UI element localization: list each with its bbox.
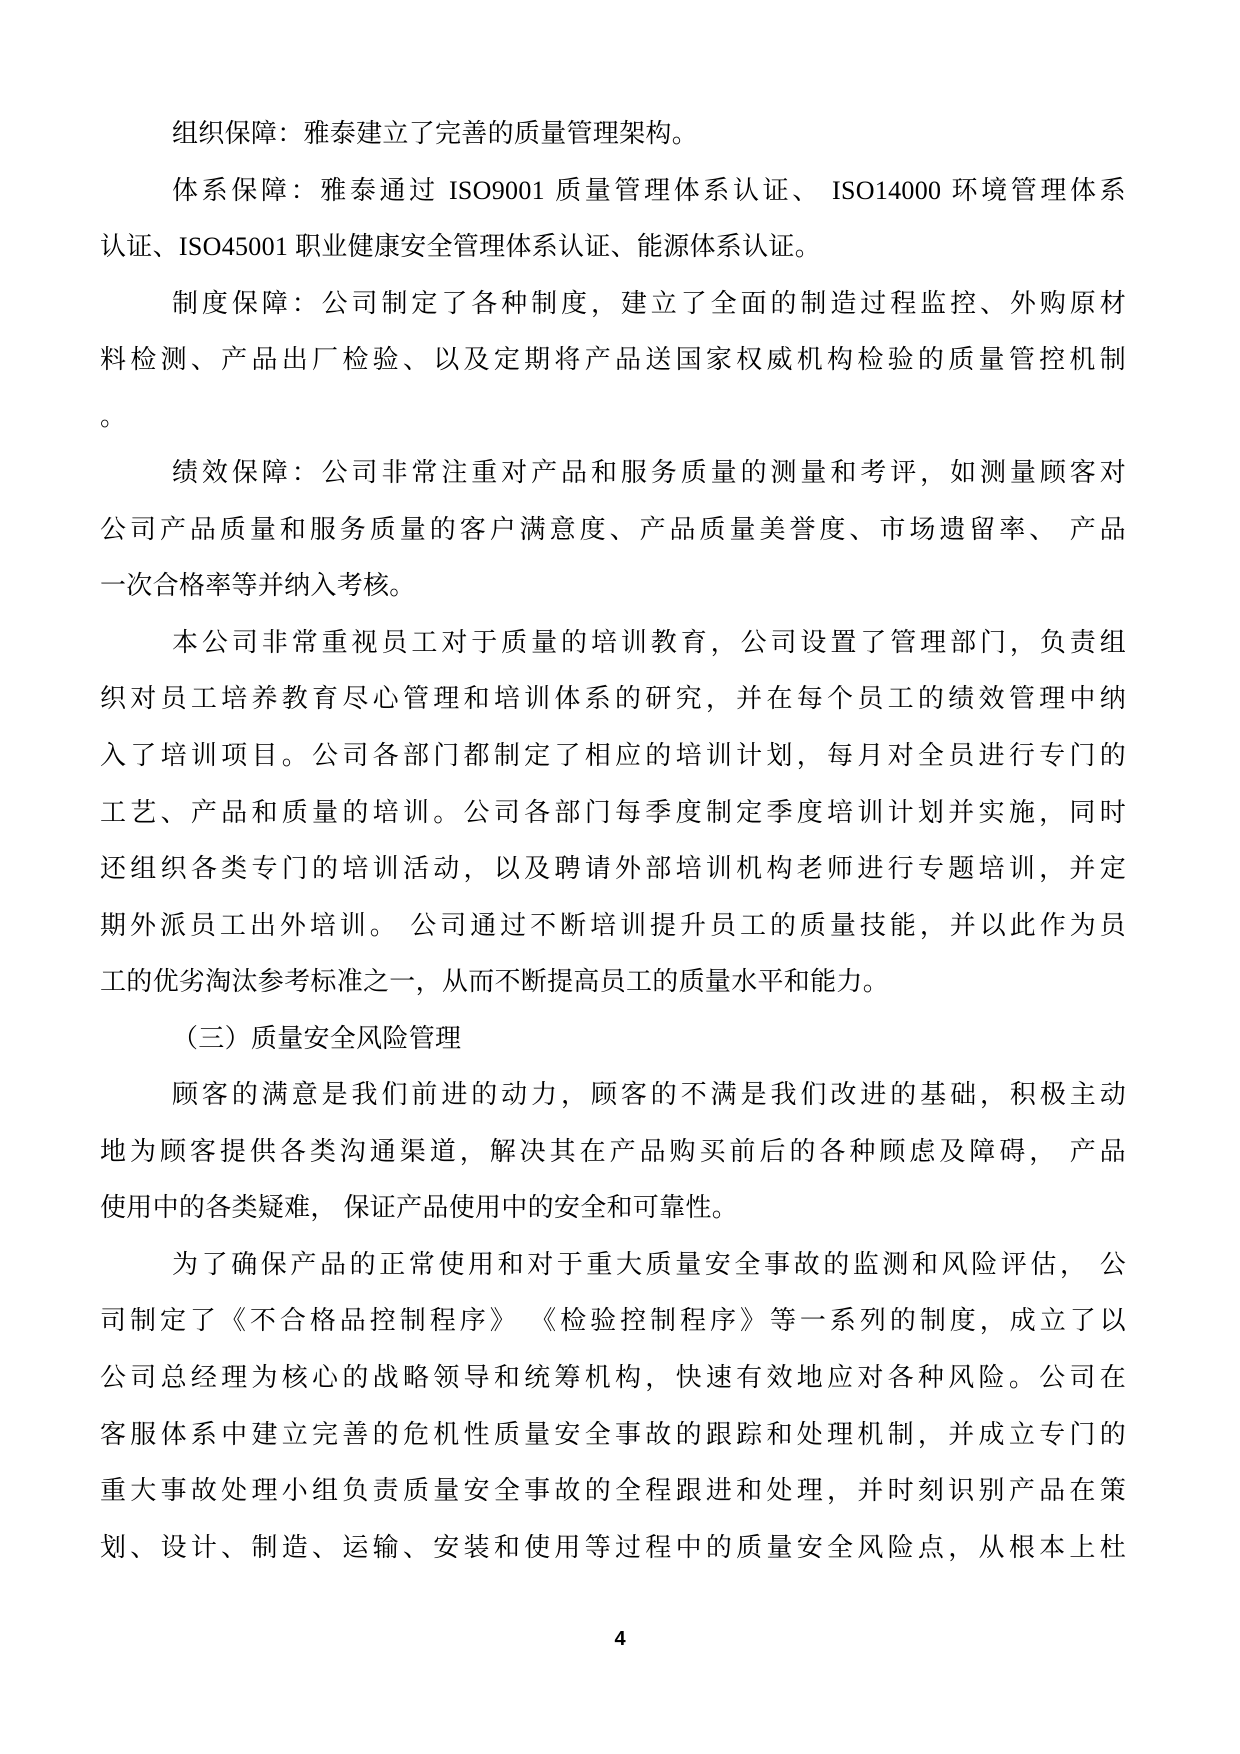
paragraph-7-line-1: 顾客的满意是我们前进的动力，顾客的不满是我们改进的基础，积极主动 xyxy=(172,1080,1126,1110)
paragraph-4-line-2: 公司产品质量和服务质量的客户满意度、产品质量美誉度、市场遗留率、 产品 xyxy=(100,514,1126,544)
paragraph-8-line-6: 划、设计、制造、运输、安装和使用等过程中的质量安全风险点，从根本上杜 xyxy=(100,1532,1126,1562)
paragraph-8-line-4: 客服体系中建立完善的危机性质量安全事故的跟踪和处理机制，并成立专门的 xyxy=(100,1419,1126,1449)
paragraph-5-line-2: 织对员工培养教育尽心管理和培训体系的研究，并在每个员工的绩效管理中纳 xyxy=(100,684,1126,714)
page-footer xyxy=(0,1625,1240,1653)
paragraph-5-line-4: 工艺、产品和质量的培训。公司各部门每季度制定季度培训计划并实施，同时 xyxy=(100,797,1126,827)
paragraph-5-line-5: 还组织各类专门的培训活动，以及聘请外部培训机构老师进行专题培训，并定 xyxy=(100,854,1126,884)
paragraph-2-line-1: 体系保障：雅泰通过 ISO9001 质量管理体系认证、 ISO14000 环境管理体系 xyxy=(172,175,1126,205)
paragraph-5-line-6: 期外派员工出外培训。 公司通过不断培训提升员工的质量技能，并以此作为员 xyxy=(100,910,1126,940)
paragraph-8-line-1: 为了确保产品的正常使用和对于重大质量安全事故的监测和风险评估， 公 xyxy=(172,1249,1126,1279)
paragraph-4-line-3: 一次合格率等并纳入考核。 xyxy=(100,571,416,601)
paragraph-6-line-1: （三）质量安全风险管理 xyxy=(172,1023,462,1053)
paragraph-3-line-3: 。 xyxy=(100,401,127,431)
paragraph-3-line-2: 料检测、产品出厂检验、以及定期将产品送国家权威机构检验的质量管控机制 xyxy=(100,345,1126,375)
paragraph-3-line-1: 制度保障：公司制定了各种制度，建立了全面的制造过程监控、外购原材 xyxy=(172,288,1126,318)
paragraph-8-line-5: 重大事故处理小组负责质量安全事故的全程跟进和处理，并时刻识别产品在策 xyxy=(100,1476,1126,1506)
page-number: 4 xyxy=(614,1628,626,1650)
paragraph-1-line-1: 组织保障：雅泰建立了完善的质量管理架构。 xyxy=(172,119,699,148)
paragraph-7-line-2: 地为顾客提供各类沟通渠道，解决其在产品购买前后的各种顾虑及障碍， 产品 xyxy=(100,1136,1126,1166)
paragraph-5-line-7: 工的优劣淘汰参考标准之一，从而不断提高员工的质量水平和能力。 xyxy=(100,967,890,997)
paragraph-2-line-2: 认证、ISO45001 职业健康安全管理体系认证、能源体系认证。 xyxy=(100,232,821,262)
paragraph-5-line-1: 本公司非常重视员工对于质量的培训教育，公司设置了管理部门，负责组 xyxy=(172,627,1126,657)
paragraph-7-line-3: 使用中的各类疑难， 保证产品使用中的安全和可靠性。 xyxy=(100,1193,739,1223)
paragraph-8-line-3: 公司总经理为核心的战略领导和统筹机构，快速有效地应对各种风险。公司在 xyxy=(100,1363,1126,1393)
paragraph-5-line-3: 入了培训项目。公司各部门都制定了相应的培训计划，每月对全员进行专门的 xyxy=(100,741,1126,771)
document-body xyxy=(100,106,1126,1576)
paragraph-8-line-2: 司制定了《不合格品控制程序》 《检验控制程序》等一系列的制度，成立了以 xyxy=(100,1306,1126,1336)
paragraph-4-line-1: 绩效保障：公司非常注重对产品和服务质量的测量和考评，如测量顾客对 xyxy=(172,458,1126,488)
